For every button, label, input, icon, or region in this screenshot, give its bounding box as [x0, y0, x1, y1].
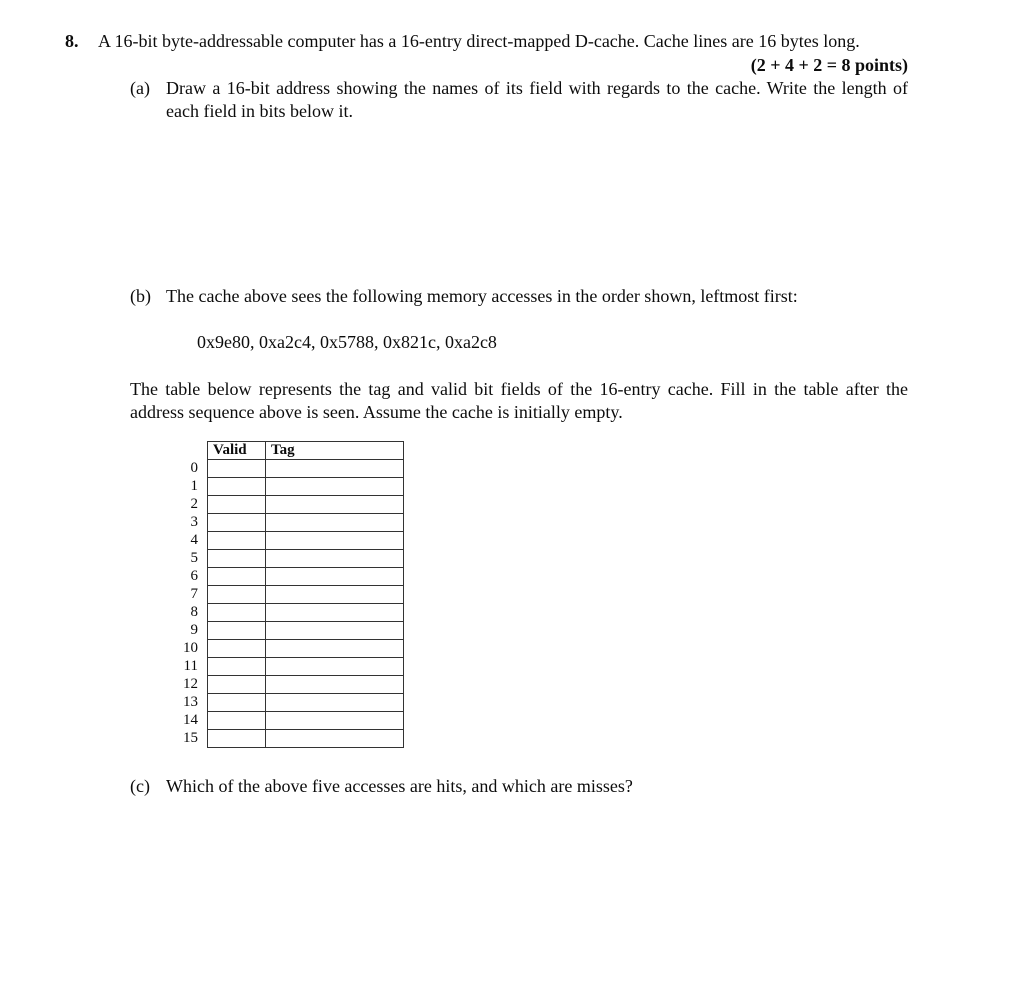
cache-table-row — [170, 658, 404, 676]
row-index-label: 5 — [190, 550, 198, 566]
points-line: (2 + 4 + 2 = 8 points) — [750, 55, 908, 75]
part-c-label: (c) — [130, 776, 150, 796]
part-b-label: (b) — [130, 286, 151, 306]
tag-cell — [266, 478, 404, 496]
part-a-text: Draw a 16-bit address showing the names of its field with regards to the cache. Write the length of each field in bits below it. — [166, 78, 908, 121]
tag-cell — [266, 622, 404, 640]
cache-table-row — [170, 712, 404, 730]
cache-table-block — [170, 441, 908, 748]
question-body — [98, 30, 908, 798]
tag-cell — [266, 586, 404, 604]
cache-table-row — [170, 730, 404, 748]
valid-cell — [208, 622, 266, 640]
cache-table-row — [170, 478, 404, 496]
row-index-label: 10 — [183, 640, 198, 656]
valid-cell — [208, 550, 266, 568]
cache-table-row — [170, 694, 404, 712]
cache-table-row — [170, 496, 404, 514]
valid-cell — [208, 640, 266, 658]
row-index-label: 4 — [190, 532, 198, 548]
address-sequence: 0x9e80, 0xa2c4, 0x5788, 0x821c, 0xa2c8 — [197, 332, 497, 352]
cache-table-row — [170, 622, 404, 640]
row-index-label: 15 — [183, 730, 198, 746]
cache-table-row — [170, 676, 404, 694]
valid-cell — [208, 604, 266, 622]
valid-cell — [208, 730, 266, 748]
valid-cell — [208, 694, 266, 712]
valid-cell — [208, 568, 266, 586]
cache-table-header-row — [170, 442, 404, 460]
part-b — [130, 285, 908, 308]
tag-column-header: Tag — [266, 442, 404, 460]
cache-table-row — [170, 604, 404, 622]
tag-cell — [266, 658, 404, 676]
part-c-text: Which of the above five accesses are hits, and which are misses? — [166, 776, 633, 796]
tag-cell — [266, 550, 404, 568]
tag-cell — [266, 640, 404, 658]
valid-cell — [208, 514, 266, 532]
valid-cell — [208, 478, 266, 496]
cache-table-row — [170, 550, 404, 568]
question-8 — [65, 30, 908, 798]
tag-cell — [266, 676, 404, 694]
valid-column-header: Valid — [208, 442, 266, 460]
valid-cell — [208, 658, 266, 676]
valid-cell — [208, 532, 266, 550]
row-index-label: 3 — [190, 514, 198, 530]
valid-cell — [208, 676, 266, 694]
part-b-text: The cache above sees the following memory accesses in the order shown, leftmost first: — [166, 286, 798, 306]
row-index-label: 2 — [190, 496, 198, 512]
tag-cell — [266, 712, 404, 730]
row-index-label: 6 — [190, 568, 198, 584]
part-a-answer-space — [98, 123, 908, 285]
row-index-label: 0 — [190, 460, 198, 476]
tag-cell — [266, 496, 404, 514]
tag-cell — [266, 694, 404, 712]
part-c — [130, 775, 908, 798]
row-index-label: 8 — [190, 604, 198, 620]
row-index-label: 12 — [183, 676, 198, 692]
row-index-label: 14 — [183, 712, 198, 728]
question-number: 8. — [65, 31, 79, 51]
row-index-label: 13 — [183, 694, 198, 710]
header-row-spacer — [170, 442, 208, 460]
tag-cell — [266, 532, 404, 550]
question-block — [65, 30, 908, 798]
tag-cell — [266, 604, 404, 622]
valid-cell — [208, 586, 266, 604]
cache-table-row — [170, 532, 404, 550]
valid-cell — [208, 712, 266, 730]
part-a — [130, 77, 908, 123]
cache-table — [170, 441, 404, 748]
tag-cell — [266, 568, 404, 586]
cache-table-row — [170, 640, 404, 658]
valid-cell — [208, 496, 266, 514]
cache-table-row — [170, 514, 404, 532]
part-a-label: (a) — [130, 78, 150, 98]
valid-cell — [208, 460, 266, 478]
table-instructions: The table below represents the tag and valid bit fields of the 16-entry cache. Fill in the table after the address sequence above is seen. Assume the cache is initially empty. — [130, 379, 908, 422]
row-index-label: 7 — [190, 586, 198, 602]
row-index-label: 11 — [183, 658, 198, 674]
row-index-label: 1 — [190, 478, 198, 494]
tag-cell — [266, 460, 404, 478]
cache-table-row — [170, 586, 404, 604]
question-intro-text: A 16-bit byte-addressable computer has a 16-entry direct-mapped D-cache. Cache lines are 16 bytes long. — [98, 31, 860, 51]
cache-table-row — [170, 568, 404, 586]
cache-table-row — [170, 460, 404, 478]
row-index-label: 9 — [190, 622, 198, 638]
tag-cell — [266, 730, 404, 748]
tag-cell — [266, 514, 404, 532]
